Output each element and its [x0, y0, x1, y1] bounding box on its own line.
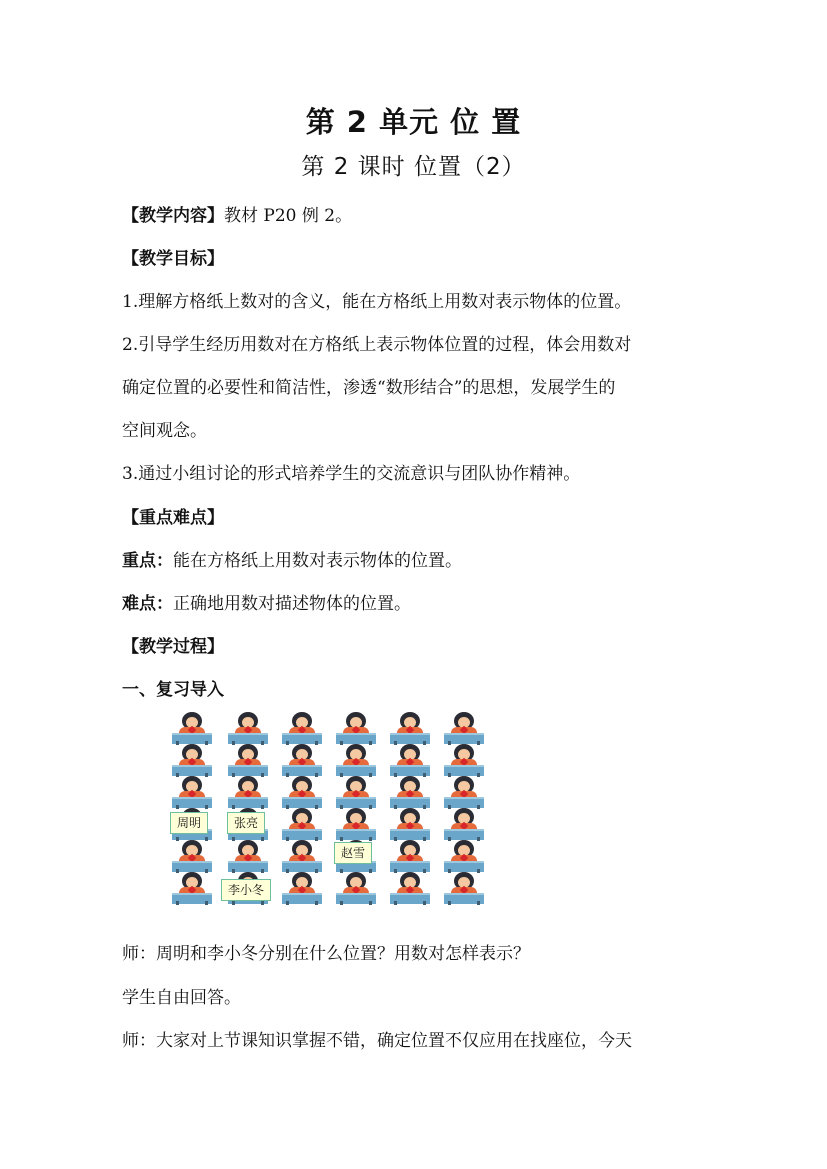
student-seat: [282, 808, 322, 838]
keypoints-heading: 【重点难点】: [122, 508, 224, 528]
student-leg2: [477, 901, 480, 905]
key-point-line: [122, 549, 712, 573]
student-seat: [444, 712, 484, 742]
student-seat: [172, 776, 212, 806]
student-leg1: [448, 901, 451, 905]
student-seat: [282, 744, 322, 774]
dialog-teacher-question: 师：周明和李小冬分别在什么位置？用数对怎样表示？: [122, 944, 530, 964]
dialog-teacher-remark: 师：大家对上节课知识掌握不错，确定位置不仅应用在找座位，今天: [122, 1031, 632, 1051]
teaching-content-line: [122, 204, 712, 228]
key-point-text: 能在方格纸上用数对表示物体的位置。: [173, 551, 462, 571]
student-leg2: [315, 901, 318, 905]
student-leg1: [286, 901, 289, 905]
student-seat: [282, 776, 322, 806]
label-li-xiaodong: 李小冬: [221, 879, 271, 901]
student-seat: [172, 872, 212, 902]
student-seat: [444, 840, 484, 870]
student-seat: [336, 808, 376, 838]
student-leg2: [369, 901, 372, 905]
student-leg2: [423, 901, 426, 905]
student-seat: [228, 840, 268, 870]
student-seat: [390, 808, 430, 838]
student-seat: [172, 712, 212, 742]
student-seat: [444, 744, 484, 774]
student-leg2: [261, 901, 264, 905]
student-seat: [390, 872, 430, 902]
goal-2-line-2: 确定位置的必要性和简洁性，渗透“数形结合”的思想，发展学生的: [122, 378, 616, 398]
student-seat: [390, 744, 430, 774]
student-seat: [282, 872, 322, 902]
process-heading: 【教学过程】: [122, 637, 224, 657]
label-zhou-ming: 周明: [170, 812, 208, 834]
difficulty-line: [122, 592, 712, 616]
student-seat: [444, 776, 484, 806]
student-leg1: [340, 901, 343, 905]
label-zhao-xue: 赵雪: [334, 842, 372, 864]
student-leg1: [394, 901, 397, 905]
student-leg2: [205, 901, 208, 905]
student-seat: [444, 872, 484, 902]
student-seat: [390, 840, 430, 870]
student-leg1: [232, 901, 235, 905]
student-seat: [336, 872, 376, 902]
student-seat: [390, 712, 430, 742]
dialog-student-answer: 学生自由回答。: [122, 988, 241, 1008]
difficulty-label: 难点：: [122, 594, 173, 614]
student-seat: [336, 712, 376, 742]
student-seat: [282, 712, 322, 742]
lesson-title: 第 2 课时 位置（2）: [301, 154, 526, 180]
section-review-heading: 一、复习导入: [122, 680, 224, 700]
goals-heading: 【教学目标】: [122, 249, 224, 269]
goal-2-line-3: 空间观念。: [122, 421, 207, 441]
difficulty-text: 正确地用数对描述物体的位置。: [173, 594, 411, 614]
student-seat: [336, 744, 376, 774]
unit-title: 第 2 单元 位 置: [305, 105, 522, 139]
key-point-label: 重点：: [122, 551, 173, 571]
student-seat: [172, 744, 212, 774]
classroom-seating-illustration: [168, 708, 480, 906]
student-seat: [282, 840, 322, 870]
student-seat: [172, 840, 212, 870]
goal-2-line-1: 2.引导学生经历用数对在方格纸上表示物体位置的过程，体会用数对: [122, 335, 632, 355]
teaching-content-label: 【教学内容】: [122, 206, 224, 226]
student-seat: [228, 712, 268, 742]
teaching-content-text: 教材 P20 例 2。: [224, 206, 353, 226]
student-seat: [228, 776, 268, 806]
student-seat: [444, 808, 484, 838]
student-seat: [228, 744, 268, 774]
student-seat: [390, 776, 430, 806]
label-zhang-liang: 张亮: [227, 812, 265, 834]
student-leg1: [176, 901, 179, 905]
goal-1: 1.理解方格纸上数对的含义，能在方格纸上用数对表示物体的位置。: [122, 292, 632, 312]
student-seat: [336, 776, 376, 806]
goal-3: 3.通过小组讨论的形式培养学生的交流意识与团队协作精神。: [122, 464, 581, 484]
